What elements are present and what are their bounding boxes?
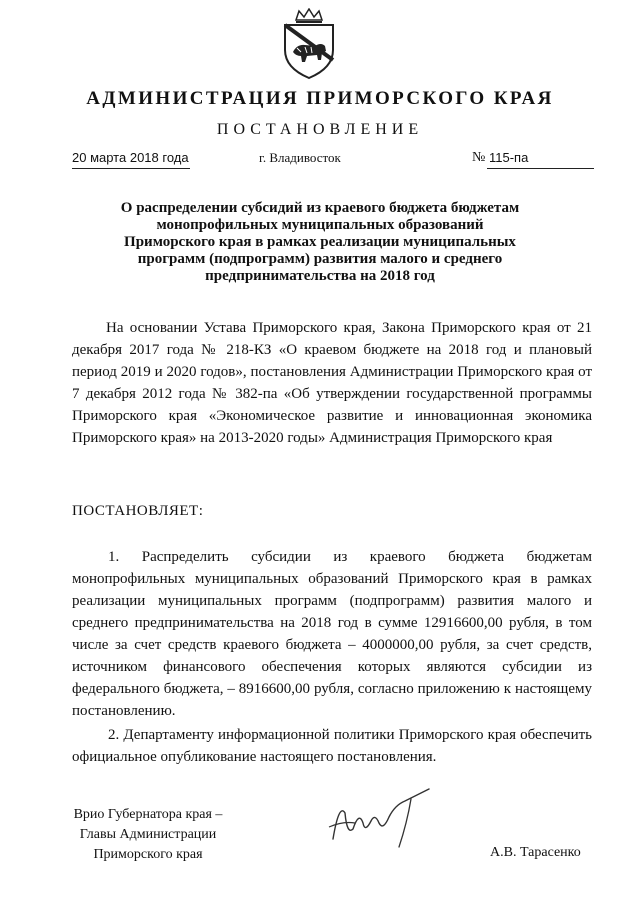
item-1-paragraph: 1. Распределить субсидии из краевого бюджета бюджетам монопрофильных муниципальных образований Приморского края в рамках реализации муниципальных программ (подпрограмм) развития малого и среднего предпринимательства на 2018 год в сумме 12916600,00 рубля, в том числе за счет средств краевого бюджета – 4000000,00 рубля, за счет средств, источником финансового обеспечения которых являются субсидии из федерального бюджета, – 8916600,00 рубля, согласно приложению к настоящему постановлению. — [72, 549, 592, 719]
primorsky-tiger-coat-of-arms-icon — [279, 8, 339, 80]
number-sign: № — [472, 150, 486, 165]
document-date: 20 марта 2018 года — [72, 150, 189, 165]
position-line-1: Врио Губернатора края – — [73, 807, 223, 822]
document-title: О распределении субсидий из краевого бюджета бюджетам монопрофильных муниципальных образований Приморского края в рамках реализации муниципальных программ (подпрограмм) развития малого и среднего предпринимательства на 2018 год — [120, 200, 520, 284]
signatory-name: А.В. Тарасенко — [490, 845, 581, 860]
document-number: 115-па — [489, 150, 529, 165]
signatory-position — [58, 805, 238, 865]
authority-name: АДМИНИСТРАЦИЯ ПРИМОРСКОГО КРАЯ — [86, 88, 554, 109]
document-type: ПОСТАНОВЛЕНИЕ — [216, 121, 424, 138]
preamble-paragraph: На основании Устава Приморского края, Закона Приморского края от 21 декабря 2017 года № 218-КЗ «О краевом бюджете на 2018 год и плановый период 2019 и 2020 годов», постановления Администрации Приморского края от 7 декабря 2012 года № 382-па «Об утверждении государственной программы Приморского края «Экономическое развитие и инновационная экономика Приморского края» на 2013-2020 годы» Администрация Приморского края — [72, 320, 592, 446]
document-city: г. Владивосток — [259, 150, 341, 165]
number-underline — [487, 168, 594, 169]
handwritten-signature-icon — [325, 783, 435, 853]
position-line-3: Приморского края — [93, 847, 203, 862]
item-2-paragraph: 2. Департаменту информационной политики Приморского края обеспечить официальное опубликование настоящего постановления. — [72, 727, 592, 765]
position-line-2: Главы Администрации — [79, 827, 217, 842]
date-underline — [72, 168, 190, 169]
decree-word: ПОСТАНОВЛЯЕТ: — [72, 503, 204, 519]
